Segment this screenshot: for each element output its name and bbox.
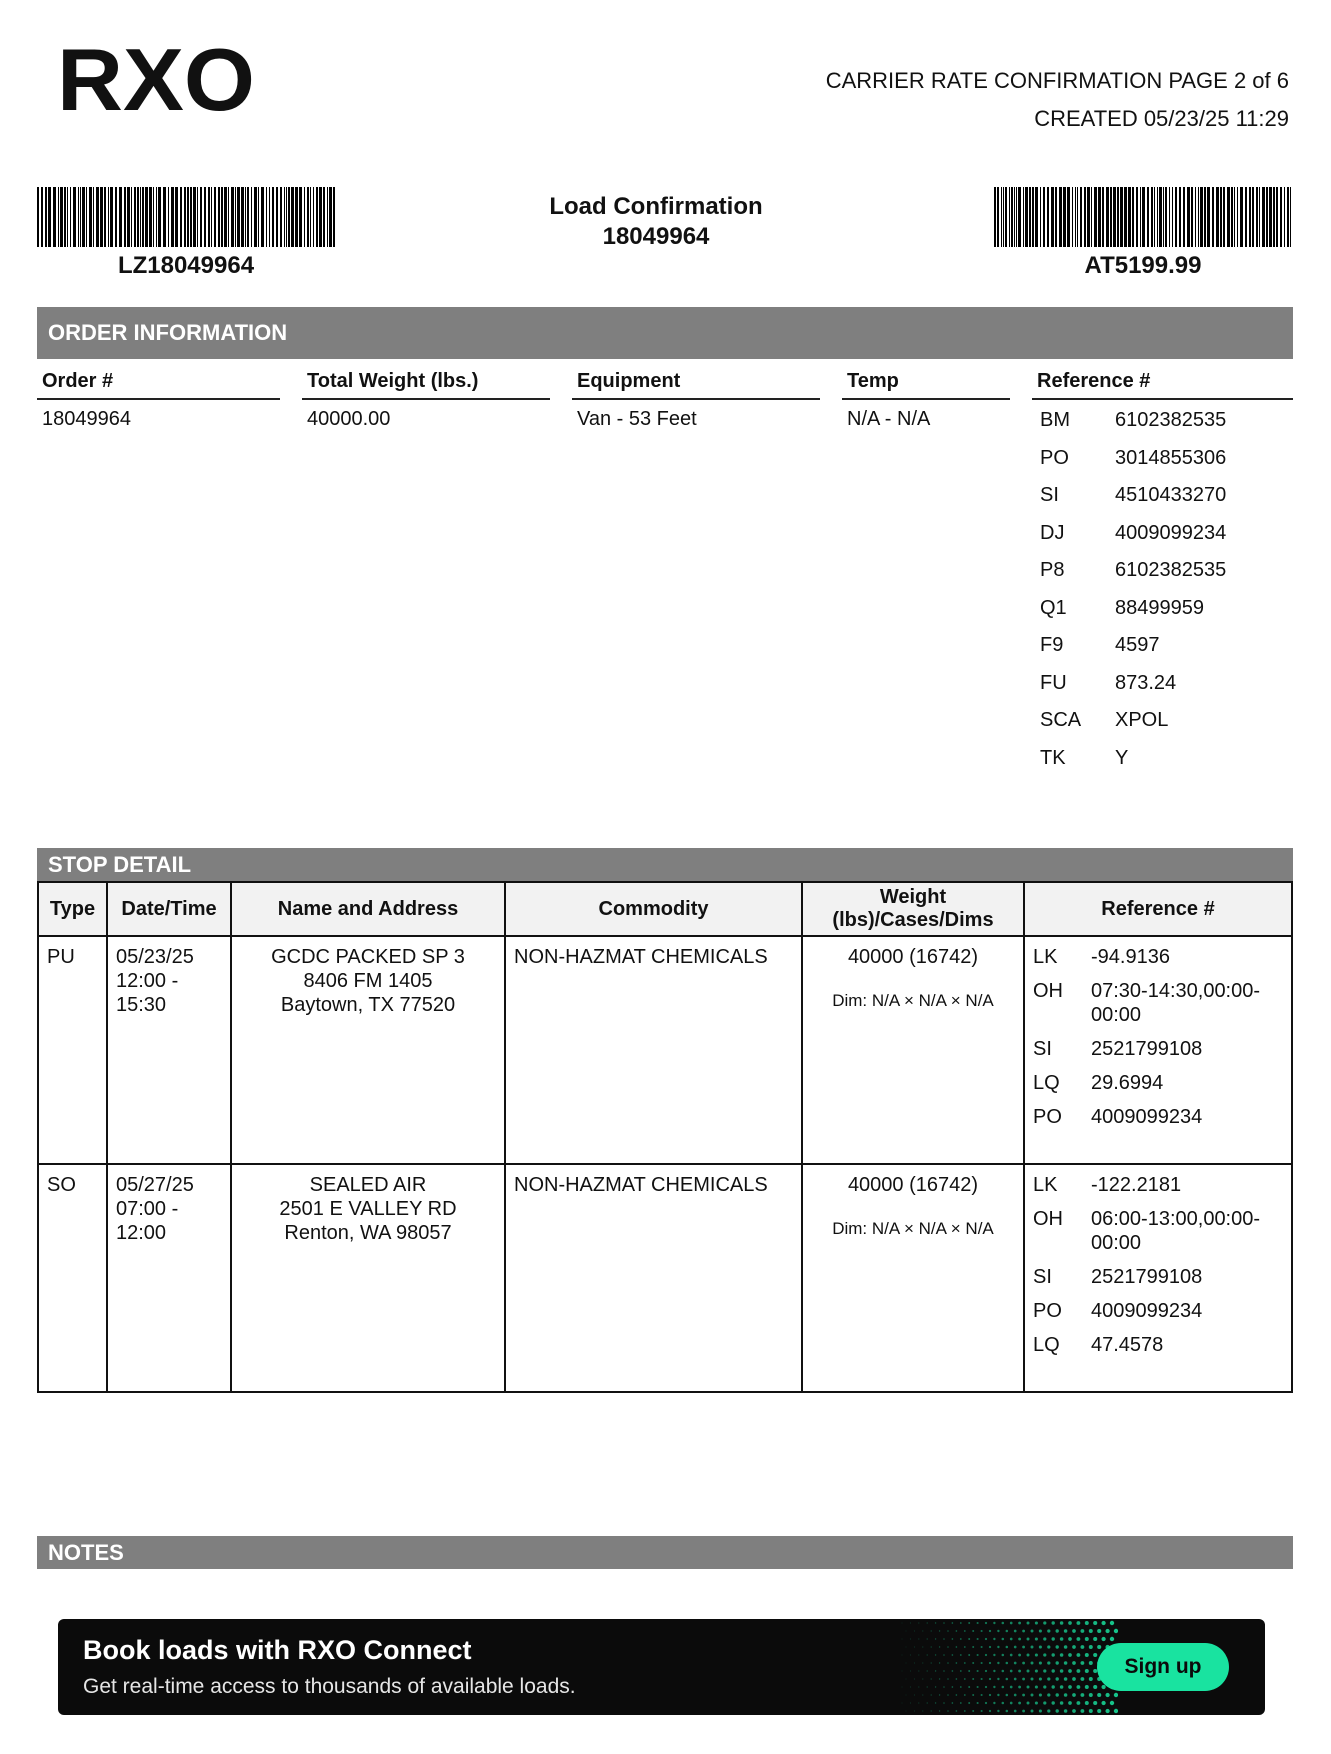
datetime-column-header: Date/Time [107, 882, 231, 936]
stop-city-state-zip: Baytown, TX 77520 [280, 994, 456, 1016]
stop-reference-code: LQ [1033, 1072, 1060, 1094]
stop-weight: 40000 (16742) [847, 1174, 979, 1196]
rxo-connect-banner[interactable] [58, 1619, 1265, 1715]
order-reference-value: XPOL [1115, 709, 1169, 731]
stop-weight-cell [802, 936, 1024, 1164]
order-number-header: Order # [37, 368, 280, 400]
created-timestamp: CREATED 05/23/25 11:29 [1034, 106, 1289, 131]
order-reference-value: 4597 [1115, 634, 1160, 656]
stop-row [38, 1164, 1292, 1392]
stop-reference-code: OH [1033, 980, 1063, 1002]
order-reference-row [1040, 521, 1290, 559]
stop-reference-row [1033, 1333, 1283, 1357]
rxo-logo-text: RXO [57, 40, 255, 115]
document-title [500, 192, 812, 252]
stop-reference-code: OH [1033, 1208, 1063, 1230]
stop-reference-value: 07:30-14:30,00:00-00:00 [1091, 980, 1261, 1026]
title-line: Load Confirmation [549, 193, 763, 220]
type-column-header: Type [38, 882, 107, 936]
order-reference-row [1040, 408, 1290, 446]
stop-reference-value: 2521799108 [1091, 1266, 1203, 1288]
stop-reference-code: PO [1033, 1300, 1062, 1322]
stop-commodity: NON-HAZMAT CHEMICALS [505, 1164, 802, 1392]
order-reference-code: TK [1040, 746, 1066, 769]
stop-reference-row [1033, 1071, 1283, 1095]
stop-detail-heading: STOP DETAIL [37, 848, 1293, 881]
order-reference-row [1040, 633, 1290, 671]
stop-reference-value: 4009099234 [1091, 1106, 1203, 1128]
order-reference-value: 4510433270 [1115, 484, 1227, 506]
amount-barcode [994, 187, 1292, 247]
commodity-column-header: Commodity [505, 882, 802, 936]
order-reference-value: 3014855306 [1115, 446, 1227, 469]
stop-reference-value: 06:00-13:00,00:00-00:00 [1091, 1208, 1261, 1254]
load-number: 18049964 [602, 223, 710, 250]
stop-facility-name: SEALED AIR [309, 1174, 427, 1196]
order-reference-code: DJ [1040, 521, 1065, 544]
stop-reference-row [1033, 1105, 1283, 1129]
order-reference-code: F9 [1040, 634, 1064, 656]
stop-reference-row [1033, 1207, 1283, 1255]
order-reference-row [1040, 746, 1290, 784]
stop-reference-value: 2521799108 [1091, 1038, 1203, 1060]
order-reference-code: PO [1040, 446, 1069, 469]
order-reference-value: 6102382535 [1115, 409, 1227, 431]
stop-commodity: NON-HAZMAT CHEMICALS [505, 936, 802, 1164]
stop-datetime [107, 1164, 231, 1392]
dot-pattern-graphic [898, 1619, 1118, 1715]
stop-reference-code: LK [1033, 946, 1058, 968]
stop-reference-value: 4009099234 [1091, 1300, 1203, 1322]
order-reference-row [1040, 708, 1290, 746]
page-indicator: CARRIER RATE CONFIRMATION PAGE 2 of 6 [825, 68, 1289, 93]
stop-reference-value: 29.6994 [1091, 1072, 1164, 1094]
order-reference-code: Q1 [1040, 596, 1067, 619]
load-barcode-label: LZ18049964 [117, 252, 255, 279]
order-reference-row [1040, 558, 1290, 596]
stop-reference-row [1033, 979, 1283, 1027]
name-address-column-header: Name and Address [231, 882, 505, 936]
temp-header: Temp [842, 368, 1010, 400]
total-weight-header: Total Weight (lbs.) [302, 368, 550, 400]
order-reference-code: SI [1040, 484, 1059, 506]
order-reference-value: 4009099234 [1115, 521, 1227, 544]
stop-time-start: 12:00 - [116, 970, 179, 992]
stop-reference-row [1033, 945, 1283, 969]
weight-column-header [802, 882, 1024, 936]
stop-reference-value: -94.9136 [1091, 946, 1170, 968]
order-reference-row [1040, 483, 1290, 521]
amount-barcode-label: AT5199.99 [1084, 252, 1202, 279]
weight-header-subline: (lbs)/Cases/Dims [832, 909, 994, 931]
stop-reference-list [1024, 936, 1292, 1164]
stop-reference-code: SI [1033, 1038, 1052, 1060]
equipment-value: Van - 53 Feet [577, 408, 697, 430]
stop-detail-table [37, 881, 1293, 1393]
stop-facility-name: GCDC PACKED SP 3 [271, 946, 465, 968]
rxo-logo [57, 40, 257, 115]
stop-date: 05/23/25 [116, 946, 194, 968]
order-reference-code: P8 [1040, 559, 1065, 581]
stop-dims: Dim: N/A × N/A × N/A [832, 991, 994, 1010]
stop-reference-code: PO [1033, 1106, 1062, 1128]
reference-header: Reference # [1032, 368, 1293, 400]
order-reference-code: SCA [1040, 709, 1082, 731]
stop-city-state-zip: Renton, WA 98057 [284, 1222, 452, 1244]
total-weight-value: 40000.00 [307, 408, 391, 430]
stop-street: 8406 FM 1405 [303, 970, 433, 992]
order-reference-code: BM [1040, 409, 1070, 431]
order-reference-value: Y [1115, 746, 1129, 769]
stop-reference-column-header: Reference # [1024, 882, 1292, 936]
order-reference-row [1040, 671, 1290, 709]
order-reference-value: 88499959 [1115, 596, 1204, 619]
banner-title: Book loads with RXO Connect [83, 1635, 472, 1665]
stop-reference-row [1033, 1037, 1283, 1061]
order-reference-list [1040, 408, 1290, 783]
stop-reference-list [1024, 1164, 1292, 1392]
stop-time-end: 15:30 [116, 994, 167, 1016]
stop-weight: 40000 (16742) [847, 946, 979, 968]
stop-reference-row [1033, 1173, 1283, 1197]
stop-reference-value: -122.2181 [1091, 1174, 1182, 1196]
stop-name-address [231, 936, 505, 1164]
stop-row [38, 936, 1292, 1164]
stop-type: PU [38, 936, 107, 1164]
order-reference-row [1040, 446, 1290, 484]
stop-date: 05/27/25 [116, 1174, 194, 1196]
stop-reference-code: SI [1033, 1266, 1052, 1288]
order-reference-code: FU [1040, 671, 1067, 694]
document-header [826, 62, 1289, 138]
stop-reference-row [1033, 1299, 1283, 1323]
stop-weight-cell [802, 1164, 1024, 1392]
order-number-value: 18049964 [42, 408, 131, 430]
sign-up-button[interactable]: Sign up [1097, 1643, 1229, 1691]
stop-time-start: 07:00 - [116, 1198, 179, 1220]
notes-heading: NOTES [37, 1536, 1293, 1569]
order-information-heading: ORDER INFORMATION [37, 307, 1293, 359]
stop-reference-row [1033, 1265, 1283, 1289]
order-reference-row [1040, 596, 1290, 634]
weight-header-line: Weight [879, 886, 947, 908]
equipment-header: Equipment [572, 368, 820, 400]
load-barcode [37, 187, 335, 247]
stop-datetime [107, 936, 231, 1164]
stop-reference-value: 47.4578 [1091, 1334, 1164, 1356]
stop-reference-code: LQ [1033, 1334, 1060, 1356]
stop-time-end: 12:00 [116, 1222, 167, 1244]
stop-type: SO [38, 1164, 107, 1392]
order-reference-value: 6102382535 [1115, 559, 1227, 581]
temp-value: N/A - N/A [847, 408, 931, 430]
order-reference-value: 873.24 [1115, 671, 1177, 694]
stop-dims: Dim: N/A × N/A × N/A [832, 1219, 994, 1238]
stop-reference-code: LK [1033, 1174, 1058, 1196]
stop-street: 2501 E VALLEY RD [279, 1198, 457, 1220]
stop-name-address [231, 1164, 505, 1392]
banner-subtitle: Get real-time access to thousands of available loads. [83, 1675, 576, 1698]
stop-table-header-row [38, 882, 1292, 936]
